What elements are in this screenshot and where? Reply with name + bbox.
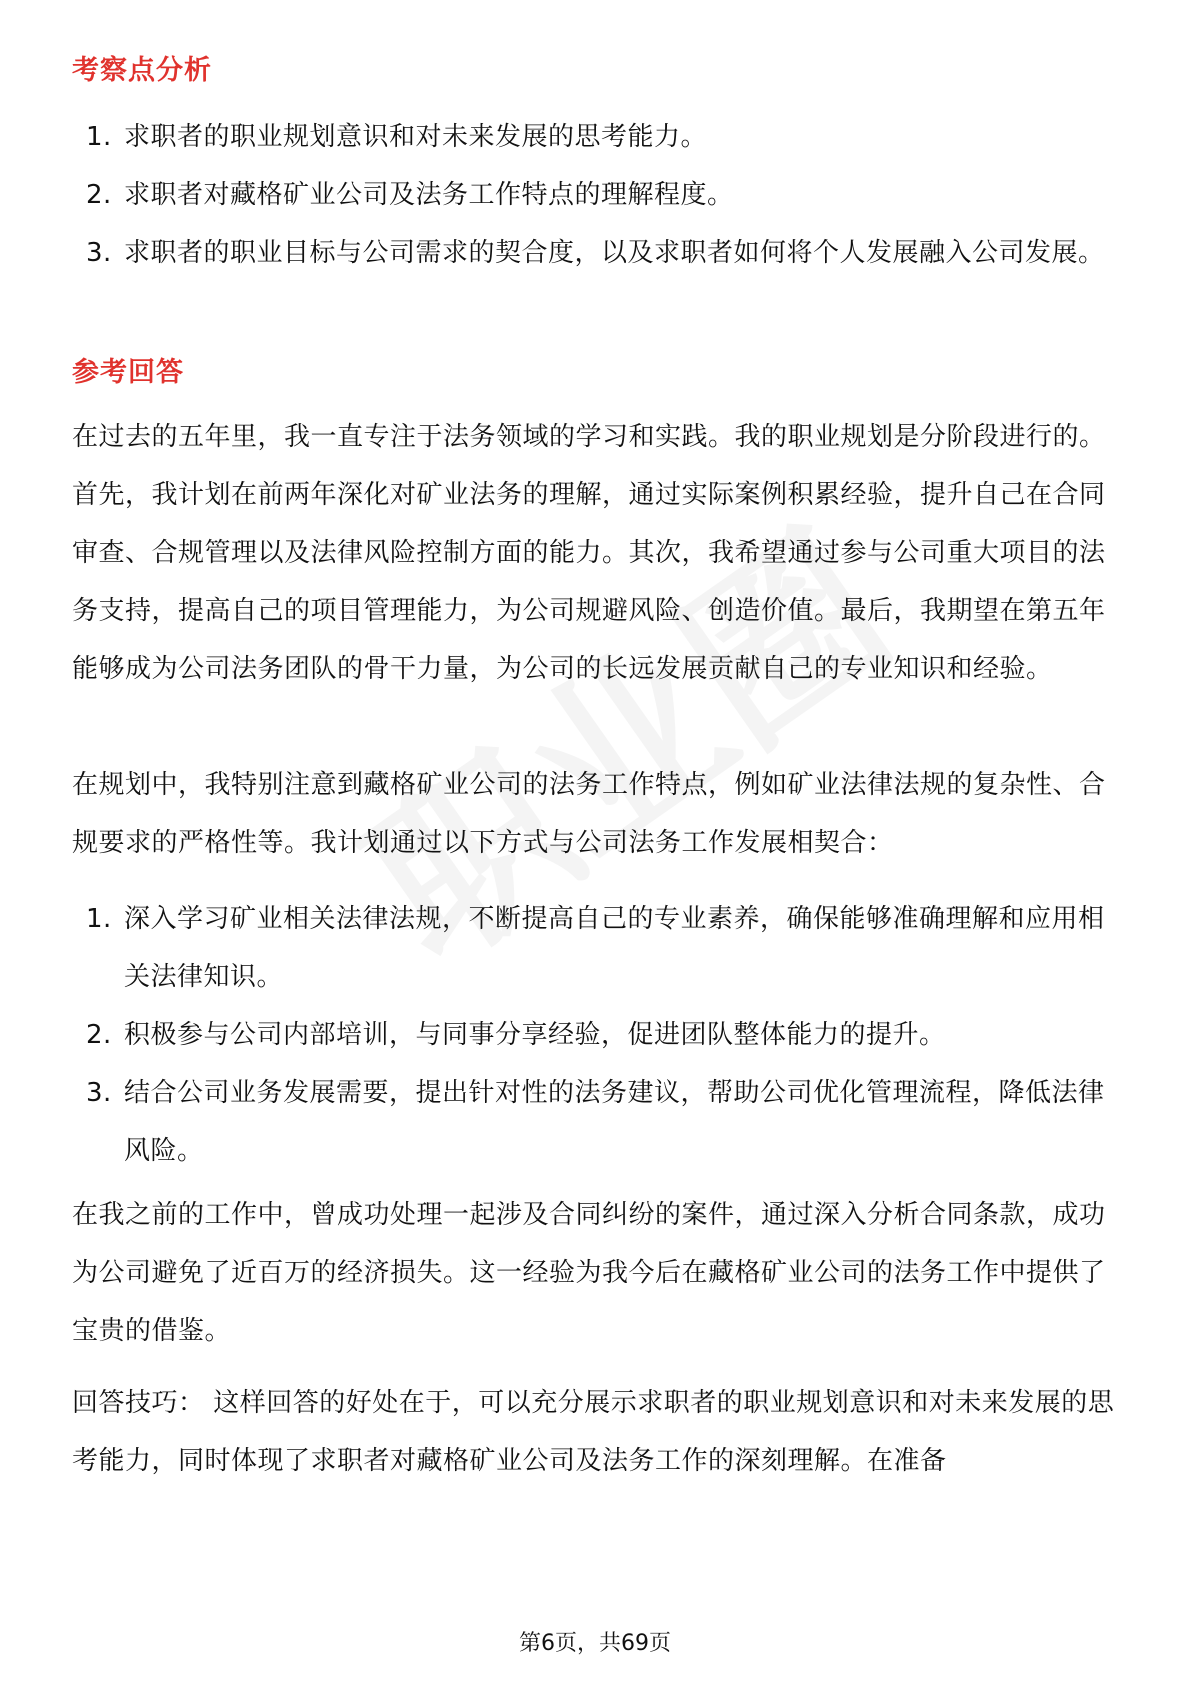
list-item: 3. 结合公司业务发展需要，提出针对性的法务建议，帮助公司优化管理流程，降低法律风险。 — [86, 1078, 1105, 1166]
list-item: 1. 求职者的职业规划意识和对未来发展的思考能力。 — [86, 122, 708, 152]
analysis-list — [72, 108, 1120, 282]
list-item: 2. 求职者对藏格矿业公司及法务工作特点的理解程度。 — [86, 180, 734, 210]
answer-list — [72, 890, 1120, 1180]
answer-paragraph-1: 在过去的五年里，我一直专注于法务领域的学习和实践。我的职业规划是分阶段进行的。首先，我计划在前两年深化对矿业法务的理解，通过实际案例积累经验，提升自己在合同审查、合规管理以及法律风险控制方面的能力。其次，我希望通过参与公司重大项目的法务支持，提高自己的项目管理能力，为公司规避风险、创造价值。最后，我期望在第五年能够成为公司法务团队的骨干力量，为公司的长远发展贡献自己的专业知识和经验。 — [72, 422, 1106, 684]
list-item: 3. 求职者的职业目标与公司需求的契合度，以及求职者如何将个人发展融入公司发展。 — [86, 238, 1105, 268]
answer-tips-paragraph: 回答技巧： 这样回答的好处在于，可以充分展示求职者的职业规划意识和对未来发展的思考能力，同时体现了求职者对藏格矿业公司及法务工作的深刻理解。在准备 — [72, 1388, 1115, 1476]
answer-paragraph-3: 在我之前的工作中，曾成功处理一起涉及合同纠纷的案件，通过深入分析合同条款，成功为公司避免了近百万的经济损失。这一经验为我今后在藏格矿业公司的法务工作中提供了宝贵的借鉴。 — [72, 1200, 1106, 1346]
answer-paragraph-2: 在规划中，我特别注意到藏格矿业公司的法务工作特点，例如矿业法律法规的复杂性、合规要求的严格性等。我计划通过以下方式与公司法务工作发展相契合： — [72, 770, 1106, 858]
section-heading-analysis: 考察点分析 — [72, 55, 212, 86]
list-item: 1. 深入学习矿业相关法律法规，不断提高自己的专业素养，确保能够准确理解和应用相关法律知识。 — [86, 904, 1105, 992]
section-heading-reference-answer: 参考回答 — [72, 357, 184, 388]
list-item: 2. 积极参与公司内部培训，与同事分享经验，促进团队整体能力的提升。 — [86, 1020, 946, 1050]
page-number: 第6页，共69页 — [519, 1631, 671, 1656]
